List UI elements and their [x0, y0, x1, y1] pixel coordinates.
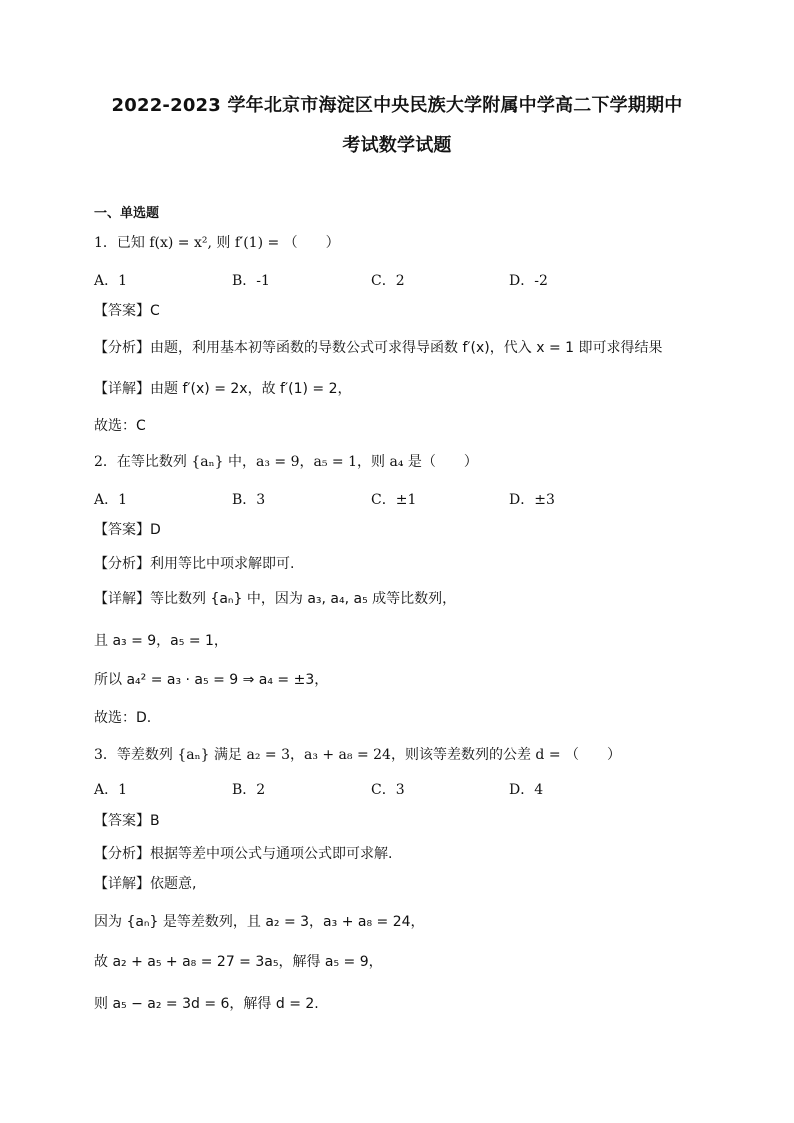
q1-option-b: B．-1 — [232, 273, 270, 289]
q3-detail: 【详解】依题意, — [94, 876, 197, 892]
q3-option-d: D．4 — [509, 782, 544, 798]
q2-detail: 【详解】等比数列 {aₙ} 中，因为 a₃, a₄, a₅ 成等比数列， — [94, 591, 457, 607]
q3-option-a: A．1 — [94, 782, 128, 798]
q2-option-a: A．1 — [94, 492, 128, 508]
q3-stem: 3．等差数列 {aₙ} 满足 a₂ = 3，a₃ + a₈ = 24，则该等差数列的公差 d = （ ） — [94, 747, 622, 763]
q2-conclusion: 所以 a₄² = a₃ · a₅ = 9 ⇒ a₄ = ±3， — [94, 672, 329, 688]
doc-title-line1: 2022-2023 学年北京市海淀区中央民族大学附属中学高二下学期期中 — [111, 95, 683, 116]
q1-stem: 1．已知 f(x) = x², 则 f′(1) = （ ） — [94, 235, 340, 251]
q2-choice: 故选：D. — [94, 710, 152, 726]
q3-option-c: C．3 — [371, 782, 405, 798]
q3-result: 则 a₅ − a₂ = 3d = 6，解得 d = 2. — [94, 996, 319, 1012]
q1-choice: 故选：C — [94, 418, 146, 434]
q2-option-b: B．3 — [232, 492, 266, 508]
q2-answer: 【答案】D — [94, 522, 161, 538]
q2-option-c: C．±1 — [371, 492, 417, 508]
q1-option-c: C．2 — [371, 273, 405, 289]
q3-option-b: B．2 — [232, 782, 266, 798]
q3-analysis: 【分析】根据等差中项公式与通项公式即可求解. — [94, 846, 393, 862]
q2-option-d: D．±3 — [509, 492, 555, 508]
q1-detail: 【详解】由题 f′(x) = 2x，故 f′(1) = 2， — [94, 381, 352, 397]
doc-title-line2: 考试数学试题 — [342, 135, 452, 156]
q2-stem: 2．在等比数列 {aₙ} 中，a₃ = 9，a₅ = 1，则 a₄ 是（ ） — [94, 454, 478, 470]
section-heading: 一、单选题 — [94, 206, 160, 221]
q3-premise: 因为 {aₙ} 是等差数列，且 a₂ = 3，a₃ + a₈ = 24， — [94, 914, 425, 930]
q3-answer: 【答案】B — [94, 813, 160, 829]
q1-option-d: D．-2 — [509, 273, 548, 289]
q1-analysis: 【分析】由题，利用基本初等函数的导数公式可求得导函数 f′(x)，代入 x = 1 即可求得结果 — [94, 340, 663, 356]
q1-answer: 【答案】C — [94, 303, 160, 319]
q2-given: 且 a₃ = 9，a₅ = 1， — [94, 633, 228, 649]
q3-step: 故 a₂ + a₅ + a₈ = 27 = 3a₅，解得 a₅ = 9， — [94, 954, 383, 970]
q2-analysis: 【分析】利用等比中项求解即可. — [94, 556, 295, 572]
q1-option-a: A．1 — [94, 273, 128, 289]
